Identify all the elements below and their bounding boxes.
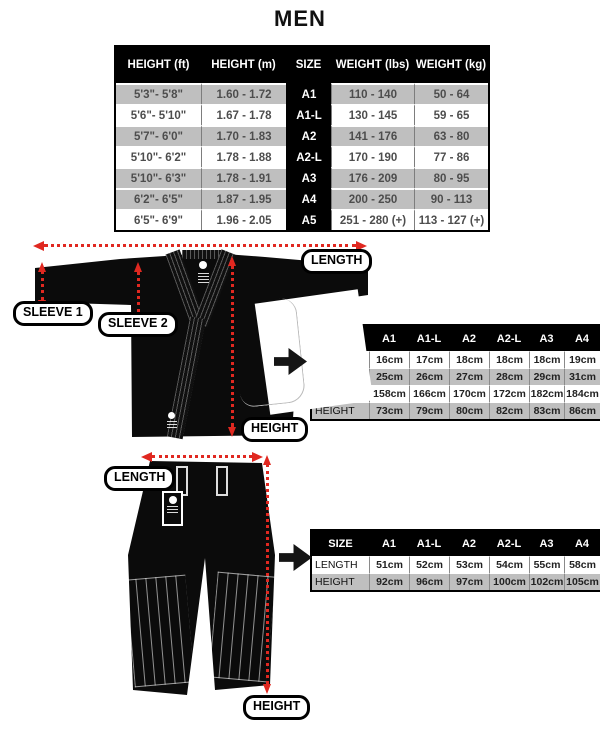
cell: 170cm	[449, 385, 489, 402]
cell-weight-kg: 59 - 65	[414, 104, 488, 125]
jacket-hem-logo-text	[167, 421, 177, 428]
cell: 18cm	[529, 351, 564, 368]
cell-height-m: 1.67 - 1.78	[201, 104, 286, 125]
cell: 172cm	[489, 385, 529, 402]
pants-left-leg-stitching	[125, 575, 194, 688]
row-label: LENGTH	[312, 556, 369, 573]
cell: 158cm	[369, 385, 409, 402]
cell: 166cm	[409, 385, 449, 402]
page-title: MEN	[274, 6, 326, 31]
cell: 31cm	[564, 368, 600, 385]
table-row	[312, 402, 600, 419]
cell-height-ft: 6'5"- 6'9"	[116, 209, 201, 230]
cell-weight-lbs: 251 - 280 (+)	[331, 209, 414, 230]
row-label: HEIGHT	[312, 573, 369, 590]
cell-weight-lbs: 170 - 190	[331, 146, 414, 167]
cell-height-m: 1.96 - 2.05	[201, 209, 286, 230]
jacket-length-measure-line	[44, 244, 356, 247]
cell: 97cm	[449, 573, 489, 590]
arrow-up-icon	[228, 256, 236, 266]
cell: 19cm	[564, 351, 600, 368]
col-header-a2: A2	[449, 531, 489, 556]
jacket-hem-logo	[168, 412, 175, 419]
col-header-a3: A3	[529, 326, 564, 351]
table-row	[312, 556, 600, 573]
pants-height-measure-line	[266, 464, 269, 684]
arrow-down-icon	[228, 427, 236, 437]
cell: 82cm	[489, 402, 529, 419]
arrow-left-icon	[141, 452, 152, 462]
col-header-a1: A1	[369, 326, 409, 351]
col-header-a4: A4	[564, 531, 600, 556]
col-header-weight-lbs: WEIGHT (lbs)	[331, 47, 414, 83]
table-header-row	[116, 47, 488, 83]
col-header-height-m: HEIGHT (m)	[201, 47, 286, 83]
cell: 51cm	[369, 556, 409, 573]
cell-weight-kg: 50 - 64	[414, 83, 488, 104]
cell-weight-lbs: 200 - 250	[331, 188, 414, 209]
col-header-a1l: A1-L	[409, 531, 449, 556]
cell: 17cm	[409, 351, 449, 368]
sleeve1-measure-line	[41, 271, 44, 300]
col-header-weight-kg: WEIGHT (kg)	[414, 47, 488, 83]
cell: 54cm	[489, 556, 529, 573]
table-row	[116, 209, 488, 230]
cell: 182cm	[529, 385, 564, 402]
col-header-a4: A4	[564, 326, 600, 351]
arrow-down-icon	[263, 684, 271, 694]
cell-weight-kg: 113 - 127 (+)	[414, 209, 488, 230]
col-header-size: SIZE	[312, 531, 369, 556]
cell-size: A4	[286, 188, 331, 209]
arrow-right-icon	[252, 452, 263, 462]
jacket-chest-logo	[199, 261, 207, 269]
cell-height-ft: 5'7"- 6'0"	[116, 125, 201, 146]
cell-height-m: 1.87 - 1.95	[201, 188, 286, 209]
table-row	[116, 125, 488, 146]
col-header-a2l: A2-L	[489, 531, 529, 556]
col-header-height-ft: HEIGHT (ft)	[116, 47, 201, 83]
cell-weight-lbs: 130 - 145	[331, 104, 414, 125]
table-row	[116, 188, 488, 209]
cell-weight-lbs: 176 - 209	[331, 167, 414, 188]
pants-height-label: HEIGHT	[243, 695, 310, 720]
cell-weight-kg: 80 - 95	[414, 167, 488, 188]
cell: 25cm	[369, 368, 409, 385]
table-row	[116, 167, 488, 188]
cell: 102cm	[529, 573, 564, 590]
cell-height-m: 1.60 - 1.72	[201, 83, 286, 104]
pants-table-pointer-icon	[279, 544, 312, 571]
table-row	[116, 104, 488, 125]
arrow-up-icon	[263, 455, 271, 465]
cell: 79cm	[409, 402, 449, 419]
table-row	[312, 573, 600, 590]
cell-size: A5	[286, 209, 331, 230]
pants-length-label: LENGTH	[104, 466, 175, 491]
pants-measure-table	[310, 529, 600, 592]
cell: 96cm	[409, 573, 449, 590]
cell-weight-kg: 63 - 80	[414, 125, 488, 146]
cell-weight-kg: 77 - 86	[414, 146, 488, 167]
cell: 18cm	[449, 351, 489, 368]
cell-size: A1-L	[286, 104, 331, 125]
men-size-table	[114, 45, 490, 232]
cell: 83cm	[529, 402, 564, 419]
jacket-chest-logo-text	[198, 272, 209, 283]
cell: 80cm	[449, 402, 489, 419]
cell: 29cm	[529, 368, 564, 385]
cell-height-m: 1.78 - 1.88	[201, 146, 286, 167]
cell-height-m: 1.70 - 1.83	[201, 125, 286, 146]
jacket-length-label: LENGTH	[301, 249, 372, 274]
cell-weight-lbs: 141 - 176	[331, 125, 414, 146]
cell: 26cm	[409, 368, 449, 385]
cell-height-ft: 6'2"- 6'5"	[116, 188, 201, 209]
cell-size: A1	[286, 83, 331, 104]
cell: 16cm	[369, 351, 409, 368]
cell: 105cm	[564, 573, 600, 590]
pants-length-measure-line	[152, 455, 252, 458]
patch-logo-text	[167, 506, 178, 513]
row-label: HEIGHT	[312, 402, 369, 419]
sleeve2-measure-line	[137, 271, 140, 313]
table-header-row	[312, 531, 600, 556]
cell-height-ft: 5'10"- 6'3"	[116, 167, 201, 188]
patch-logo	[169, 496, 177, 504]
cell: 52cm	[409, 556, 449, 573]
cell: 18cm	[489, 351, 529, 368]
table-row	[116, 83, 488, 104]
col-header-a2l: A2-L	[489, 326, 529, 351]
cell: 55cm	[529, 556, 564, 573]
col-header-a3: A3	[529, 531, 564, 556]
cell-height-m: 1.78 - 1.91	[201, 167, 286, 188]
cell-size: A3	[286, 167, 331, 188]
jacket-collar	[182, 250, 222, 259]
cell: 27cm	[449, 368, 489, 385]
cell: 53cm	[449, 556, 489, 573]
col-header-a2: A2	[449, 326, 489, 351]
cell: 100cm	[489, 573, 529, 590]
pants-belt-loop	[216, 466, 228, 496]
jacket-height-measure-line	[231, 265, 234, 427]
cell-height-ft: 5'10"- 6'2"	[116, 146, 201, 167]
cell-size: A2-L	[286, 146, 331, 167]
cell-size: A2	[286, 125, 331, 146]
pants-logo-patch	[162, 491, 183, 526]
jacket-sleeve2-label: SLEEVE 2	[98, 312, 178, 337]
arrow-up-icon	[134, 262, 142, 272]
table-row	[116, 146, 488, 167]
cell-weight-lbs: 110 - 140	[331, 83, 414, 104]
cell: 73cm	[369, 402, 409, 419]
col-header-a1l: A1-L	[409, 326, 449, 351]
cell: 58cm	[564, 556, 600, 573]
cell-height-ft: 5'6"- 5'10"	[116, 104, 201, 125]
cell: 28cm	[489, 368, 529, 385]
jacket-height-label: HEIGHT	[241, 417, 308, 442]
cell-weight-kg: 90 - 113	[414, 188, 488, 209]
arrow-left-icon	[33, 241, 44, 251]
arrow-up-icon	[38, 262, 46, 272]
col-header-size: SIZE	[286, 47, 331, 83]
jacket-sleeve1-label: SLEEVE 1	[13, 301, 93, 326]
cell: 184cm	[564, 385, 600, 402]
col-header-a1: A1	[369, 531, 409, 556]
jacket-skirt-outline	[231, 297, 307, 408]
cell: 86cm	[564, 402, 600, 419]
cell: 92cm	[369, 573, 409, 590]
cell-height-ft: 5'3"- 5'8"	[116, 83, 201, 104]
